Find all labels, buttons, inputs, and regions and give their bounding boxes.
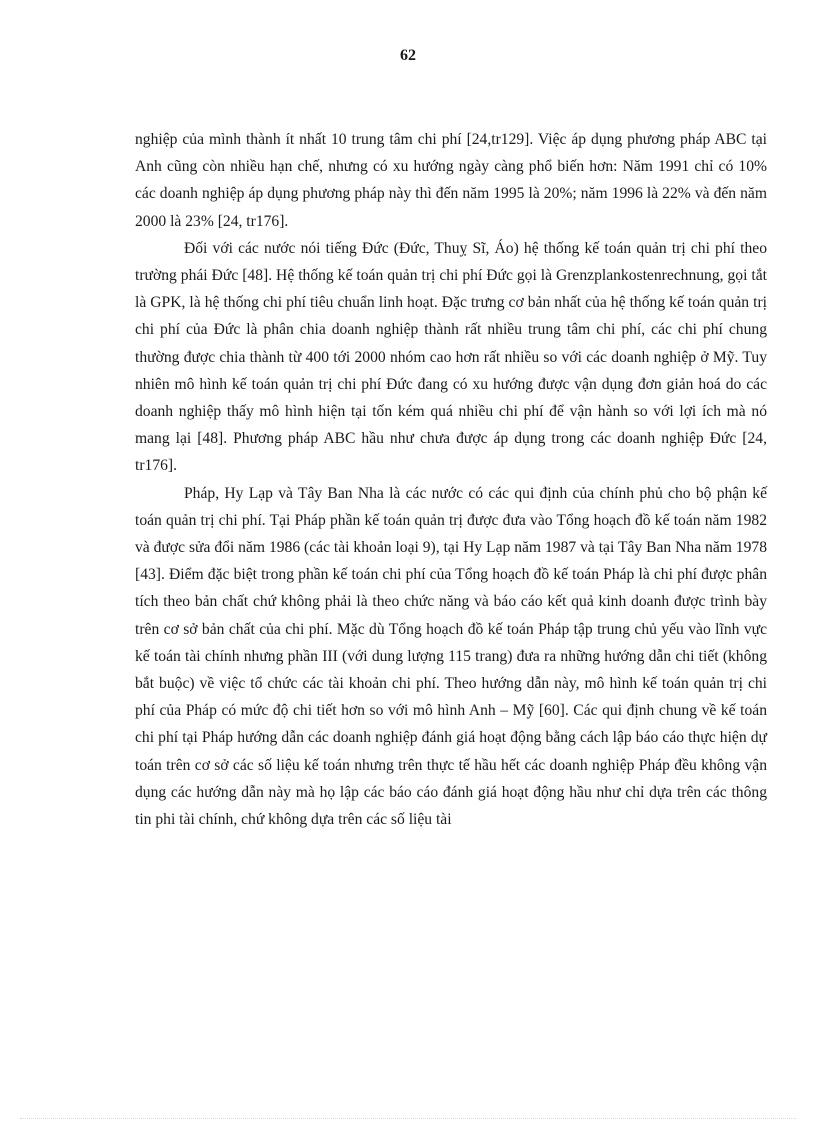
paragraph-continuation: nghiệp của mình thành ít nhất 10 trung tâm chi phí [24,tr129]. Việc áp dụng phương pháp ABC tại Anh cũng còn nhiều hạn chế, nhưng có xu hướng ngày càng phổ biến hơn: Năm 1991 chỉ có 10% các doanh nghiệp áp dụng phương pháp này thì đến năm 1995 là 20%; năm 1996 là 22% và đến năm 2000 là 23% [24, tr176]. bbox=[135, 131, 767, 230]
paragraph-france-greece-spain: Pháp, Hy Lạp và Tây Ban Nha là các nước có các qui định của chính phủ cho bộ phận kế toán quản trị chi phí. Tại Pháp phần kế toán quản trị được đưa vào Tổng hoạch đồ kế toán năm 1982 và được sửa đổi năm 1986 (các tài khoản loại 9), tại Hy Lạp năm 1987 và tại Tây Ban Nha năm 1978 [43]. Điểm đặc biệt trong phần kế toán chi phí của Tổng hoạch đồ kế toán Pháp là chi phí được phân tích theo bản chất chứ không phải là theo chức năng và báo cáo kết quả kinh doanh được trình bày trên cơ sở bản chất của chi phí. Mặc dù Tổng hoạch đồ kế toán Pháp tập trung chủ yếu vào lĩnh vực kế toán tài chính nhưng phần III (với dung lượng 115 trang) đưa ra những hướng dẫn chi tiết (không bắt buộc) về việc tổ chức các tài khoản chi phí. Theo hướng dẫn này, mô hình kế toán quản trị chi phí của Pháp có mức độ chi tiết hơn so với mô hình Anh – Mỹ [60]. Các qui định chung về kế toán chi phí tại Pháp hướng dẫn các doanh nghiệp đánh giá hoạt động bằng cách lập báo cáo thực hiện dự toán trên cơ sở các số liệu kế toán nhưng trên thực tế hầu hết các doanh nghiệp Pháp đều không vận dụng các hướng dẫn này mà họ lập các báo cáo đánh giá hoạt động hầu như chỉ dựa trên các thông tin phi tài chính, chứ không dựa trên các số liệu tài bbox=[135, 484, 767, 829]
body-text bbox=[135, 126, 767, 833]
paragraph-german-system: Đối với các nước nói tiếng Đức (Đức, Thuỵ Sĩ, Áo) hệ thống kế toán quản trị chi phí theo trường phái Đức [48]. Hệ thống kế toán quản trị chi phí Đức gọi là Grenzplankostenrechnung, gọi tắt là GPK, là hệ thống chi phí tiêu chuẩn linh hoạt. Đặc trưng cơ bản nhất của hệ thống kế toán quản trị chi phí của Đức là phân chia doanh nghiệp thành rất nhiều trung tâm chi phí, các chi phí chung thường được chia thành từ 400 tới 2000 nhóm cao hơn rất nhiều so với các doanh nghiệp ở Mỹ. Tuy nhiên mô hình kế toán quản trị chi phí Đức đang có xu hướng được vận dụng đơn giản hoá do các doanh nghiệp thấy mô hình hiện tại tốn kém quá nhiều chi phí để vận hành so với lợi ích mà nó mang lại [48]. Phương pháp ABC hầu như chưa được áp dụng trong các doanh nghiệp Đức [24, tr176]. bbox=[135, 239, 767, 475]
page-bottom-divider bbox=[20, 1118, 796, 1119]
page-number: 62 bbox=[400, 47, 416, 64]
